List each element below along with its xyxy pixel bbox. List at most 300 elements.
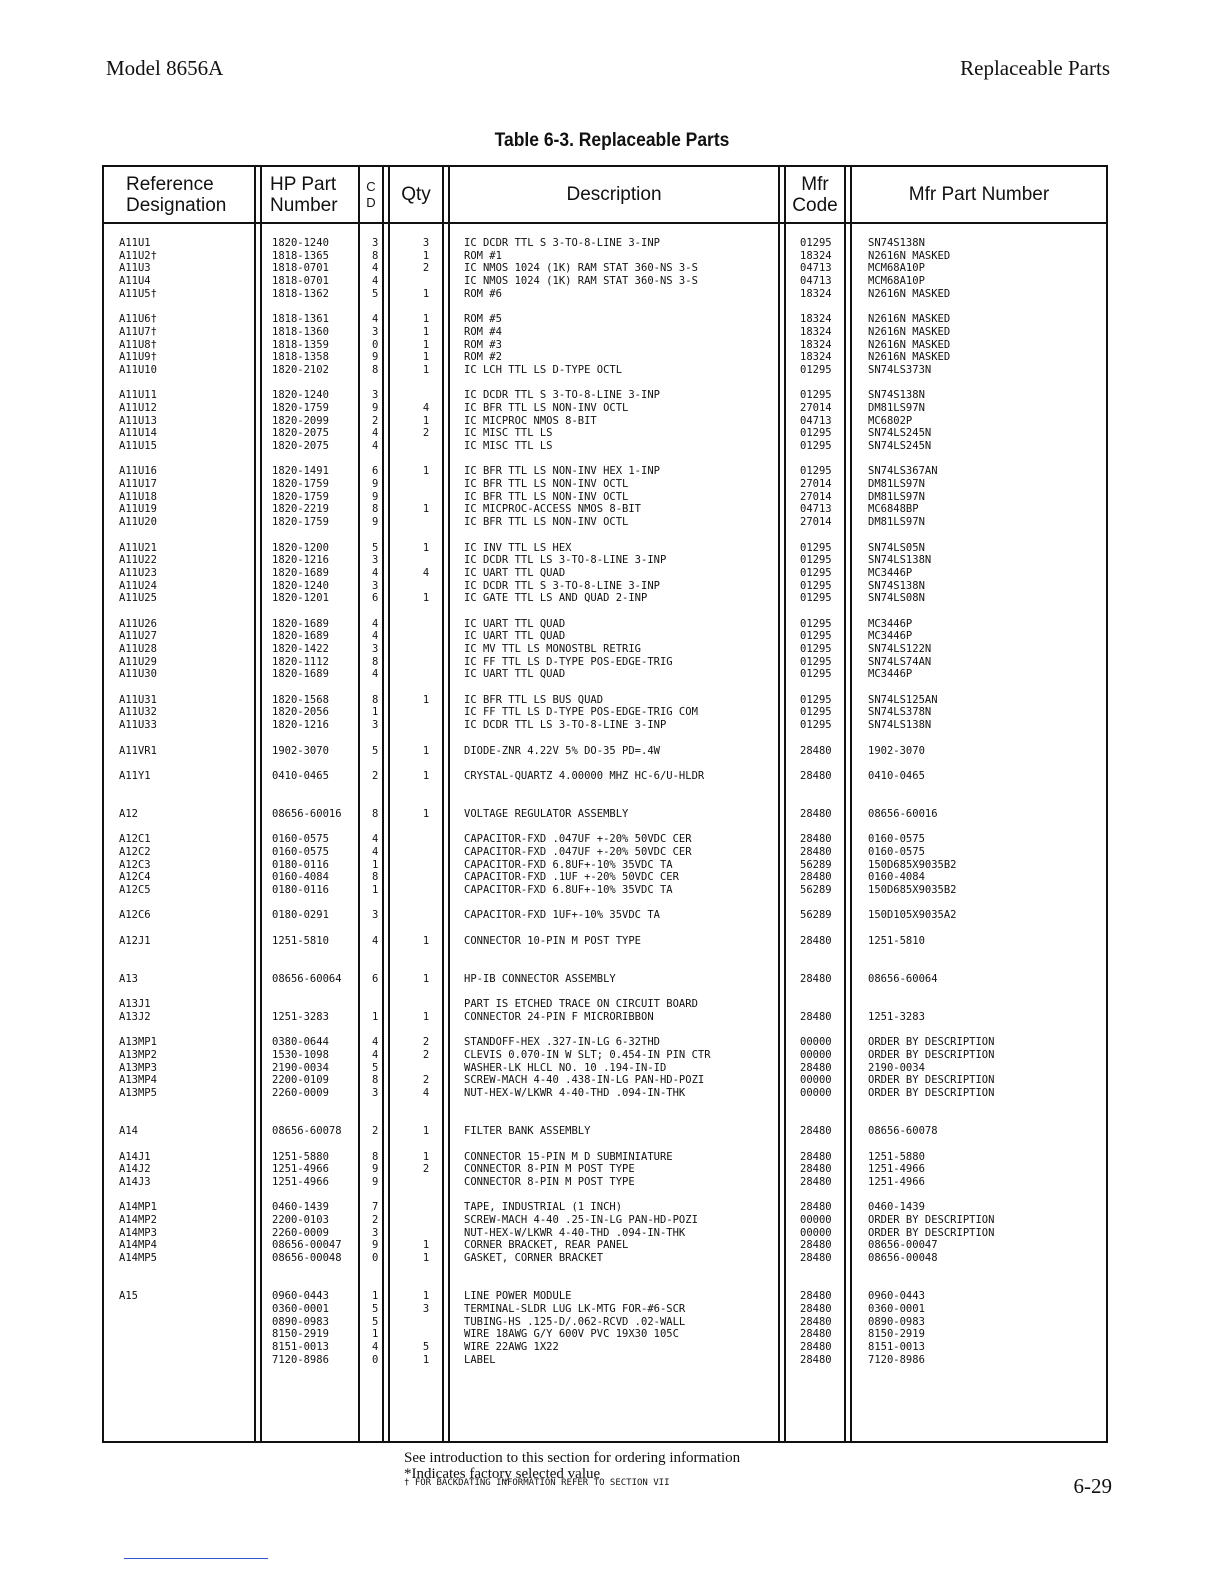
cell-mfr: 28480 xyxy=(800,744,832,757)
cell-cd: 8 xyxy=(372,1150,379,1163)
cell-desc: CLEVIS 0.070-IN W SLT; 0.454-IN PIN CTR xyxy=(464,1049,711,1062)
col-mfr-code xyxy=(786,167,844,222)
cell-mfr: 01295 xyxy=(800,668,832,681)
row-spacer xyxy=(102,605,1108,618)
cell-part: 1820-1422 xyxy=(272,643,329,655)
cell-part: 1820-1200 xyxy=(272,541,329,554)
cell-part: 2200-0109 xyxy=(272,1074,329,1087)
cell-mpn: MC6848BP xyxy=(868,503,919,516)
cell-part: 1818-1361 xyxy=(272,313,329,326)
cell-mpn: 0890-0983 xyxy=(868,1315,925,1328)
cell-cd: 1 xyxy=(372,1010,379,1023)
cell-mpn: 0160-0575 xyxy=(868,833,925,846)
cell-mpn: SN74LS74AN xyxy=(868,655,932,668)
cell-mfr: 28480 xyxy=(800,1201,832,1214)
cell-desc: IC UART TTL QUAD xyxy=(464,566,566,579)
table-row xyxy=(102,313,1108,326)
cell-qty: 1 xyxy=(422,592,430,605)
cell-desc: LABEL xyxy=(464,1353,496,1366)
table-row xyxy=(102,770,1108,783)
table-row xyxy=(102,935,1108,948)
cell-cd: 9 xyxy=(372,516,379,529)
cell-mfr: 01295 xyxy=(800,719,832,732)
table-row xyxy=(102,1354,1108,1367)
cell-ref: A11U26 xyxy=(119,617,157,630)
page-number: 6-29 xyxy=(1073,1474,1112,1498)
cell-mfr: 28480 xyxy=(800,807,832,820)
col-label: Number xyxy=(270,194,338,216)
cell-ref: A11U20 xyxy=(119,516,157,529)
cell-ref: A11U31 xyxy=(119,693,157,706)
table-row xyxy=(102,1201,1108,1214)
cell-cd: 1 xyxy=(372,1328,379,1341)
cell-ref: A12C1 xyxy=(119,833,151,846)
table-row xyxy=(102,351,1108,364)
cell-mpn: MC3446P xyxy=(868,668,913,681)
cell-mfr: 00000 xyxy=(800,1213,832,1226)
cell-ref: A14J3 xyxy=(119,1175,151,1188)
cell-part: 1251-5880 xyxy=(272,1150,329,1163)
table-row xyxy=(102,846,1108,859)
cell-cd: 9 xyxy=(372,478,379,491)
cell-mfr: 28480 xyxy=(800,846,832,859)
table-row xyxy=(102,516,1108,529)
cell-ref: A13J2 xyxy=(119,1010,151,1023)
cell-mfr: 28480 xyxy=(800,1125,832,1138)
cell-part: 1251-4966 xyxy=(272,1163,329,1176)
cell-desc: IC DCDR TTL S 3-TO-8-LINE 3-INP xyxy=(464,579,660,592)
cell-cd: 2 xyxy=(372,1125,379,1138)
cell-desc: IC DCDR TTL S 3-TO-8-LINE 3-INP xyxy=(464,237,660,249)
cell-mpn: 150D685X9035B2 xyxy=(868,858,957,871)
cell-desc: ROM #5 xyxy=(464,313,502,326)
cell-part: 1820-1240 xyxy=(272,389,329,402)
cell-mpn: N2616N MASKED xyxy=(868,351,951,364)
table-row xyxy=(102,389,1108,402)
cell-desc: PART IS ETCHED TRACE ON CIRCUIT BOARD xyxy=(464,998,698,1011)
cell-cd: 9 xyxy=(372,401,379,414)
cell-qty: 1 xyxy=(422,1290,430,1303)
cell-part: 1820-1216 xyxy=(272,554,329,567)
cell-desc: CONNECTOR 24-PIN F MICRORIBBON xyxy=(464,1010,654,1023)
table-row xyxy=(102,973,1108,986)
cell-ref: A11U10 xyxy=(119,363,157,376)
cell-desc: IC MISC TTL LS xyxy=(464,427,553,440)
cell-part: 0360-0001 xyxy=(272,1302,329,1315)
cell-ref: A14MP5 xyxy=(119,1252,157,1265)
table-row xyxy=(102,668,1108,681)
cell-desc: CONNECTOR 8-PIN M POST TYPE xyxy=(464,1175,635,1188)
cell-mfr: 01295 xyxy=(800,630,832,643)
cell-desc: IC LCH TTL LS D-TYPE OCTL xyxy=(464,363,623,376)
cell-cd: 1 xyxy=(372,1290,379,1303)
cell-cd: 8 xyxy=(372,503,379,516)
cell-mfr: 27014 xyxy=(800,516,832,529)
cell-part: 08656-60064 xyxy=(272,972,342,985)
cell-qty: 1 xyxy=(422,972,430,985)
cell-mfr: 28480 xyxy=(800,833,832,846)
cell-ref: A11U8† xyxy=(119,338,157,351)
cell-mpn: 150D685X9035B2 xyxy=(868,884,957,897)
row-spacer xyxy=(102,1024,1108,1037)
cell-cd: 4 xyxy=(372,630,379,643)
backdating-note: † FOR BACKDATING INFORMATION REFER TO SECTION VII xyxy=(404,1478,670,1488)
cell-mfr: 56289 xyxy=(800,884,832,897)
section-header: Replaceable Parts xyxy=(960,56,1110,80)
table-row xyxy=(102,326,1108,339)
cell-ref: A11U32 xyxy=(119,706,157,719)
cell-cd: 0 xyxy=(372,1353,379,1366)
cell-part: 1820-1568 xyxy=(272,693,329,706)
cell-mfr: 00000 xyxy=(800,1036,832,1049)
cell-part: 0180-0291 xyxy=(272,909,329,922)
cell-part: 1820-1240 xyxy=(272,579,329,592)
table-row xyxy=(102,1163,1108,1176)
col-label: Mfr Part Number xyxy=(908,184,1050,205)
cell-mfr: 01295 xyxy=(800,427,832,440)
cell-ref: A11U25 xyxy=(119,592,157,605)
cell-desc: NUT-HEX-W/LKWR 4-40-THD .094-IN-THK xyxy=(464,1087,686,1100)
table-row xyxy=(102,1227,1108,1240)
cell-cd: 6 xyxy=(372,592,379,605)
cell-desc: TAPE, INDUSTRIAL (1 INCH) xyxy=(464,1201,623,1214)
table-row xyxy=(102,250,1108,263)
cell-desc: ROM #3 xyxy=(464,338,502,351)
cell-mfr: 28480 xyxy=(800,1175,832,1188)
cell-part: 1818-1362 xyxy=(272,287,329,300)
cell-mpn: DM81LS97N xyxy=(868,401,925,414)
cell-desc: ROM #4 xyxy=(464,325,502,338)
cell-desc: IC INV TTL LS HEX xyxy=(464,541,572,554)
cell-desc: IC MV TTL LS MONOSTBL RETRIG xyxy=(464,643,642,655)
cell-part: 1820-1689 xyxy=(272,566,329,579)
cell-mfr: 01295 xyxy=(800,440,832,452)
cell-mpn: 1251-3283 xyxy=(868,1010,925,1023)
cell-part: 1820-2075 xyxy=(272,440,329,452)
table-title: Table 6-3. Replaceable Parts xyxy=(494,130,730,151)
cell-part: 2260-0009 xyxy=(272,1226,329,1239)
cell-part: 1820-1689 xyxy=(272,617,329,630)
cell-ref: A11U18 xyxy=(119,490,157,503)
cell-mfr: 01295 xyxy=(800,237,832,249)
table-row xyxy=(102,1125,1108,1138)
table-row xyxy=(102,1303,1108,1316)
row-spacer xyxy=(102,948,1108,973)
cell-part: 2190-0034 xyxy=(272,1061,329,1074)
cell-cd: 3 xyxy=(372,554,379,567)
cell-part: 1820-2075 xyxy=(272,427,329,440)
row-spacer xyxy=(102,821,1108,834)
cell-mpn: 0460-1439 xyxy=(868,1201,925,1214)
table-row xyxy=(102,745,1108,758)
cell-ref: A12C4 xyxy=(119,871,151,884)
cell-part: 1820-1216 xyxy=(272,719,329,732)
cell-desc: DIODE-ZNR 4.22V 5% DO-35 PD=.4W xyxy=(464,744,660,757)
cell-mpn: 8150-2919 xyxy=(868,1328,925,1341)
cell-desc: IC UART TTL QUAD xyxy=(464,617,566,630)
col-label: Designation xyxy=(126,194,227,216)
table-row xyxy=(102,1074,1108,1087)
cell-part: 08656-00047 xyxy=(272,1239,342,1252)
cell-part: 1820-1201 xyxy=(272,592,329,605)
table-row xyxy=(102,491,1108,504)
table-row xyxy=(102,427,1108,440)
cell-qty: 1 xyxy=(422,807,430,820)
cell-ref: A11U29 xyxy=(119,655,157,668)
cell-desc: SCREW-MACH 4-40 .438-IN-LG PAN-HD-POZI xyxy=(464,1074,705,1087)
cell-ref: A12C2 xyxy=(119,846,151,859)
cell-desc: WIRE 22AWG 1X22 xyxy=(464,1340,559,1353)
cell-ref: A13MP3 xyxy=(119,1061,157,1074)
cell-ref: A11U33 xyxy=(119,719,157,732)
cell-desc: IC FF TTL LS D-TYPE POS-EDGE-TRIG xyxy=(464,655,673,668)
row-spacer xyxy=(102,453,1108,466)
cell-desc: NUT-HEX-W/LKWR 4-40-THD .094-IN-THK xyxy=(464,1226,686,1239)
cell-cd: 5 xyxy=(372,287,379,300)
table-row xyxy=(102,833,1108,846)
table-row xyxy=(102,1328,1108,1341)
col-reference-designation xyxy=(126,167,226,222)
cell-part: 2200-0103 xyxy=(272,1213,329,1226)
cell-mfr: 01295 xyxy=(800,693,832,706)
cell-cd: 4 xyxy=(372,846,379,859)
cell-desc: IC BFR TTL LS NON-INV OCTL xyxy=(464,478,629,491)
cell-mfr: 01295 xyxy=(800,592,832,605)
cell-qty: 3 xyxy=(422,1302,430,1315)
col-label: Mfr xyxy=(801,173,829,195)
cell-mpn: 1251-4966 xyxy=(868,1163,925,1176)
cell-part: 0180-0116 xyxy=(272,884,329,897)
cell-cd: 0 xyxy=(372,1252,379,1265)
table-row xyxy=(102,1151,1108,1164)
cell-mfr: 27014 xyxy=(800,490,832,503)
table-row xyxy=(102,884,1108,897)
cell-mpn: 08656-60064 xyxy=(868,972,938,985)
table-row xyxy=(102,1062,1108,1075)
cell-desc: IC FF TTL LS D-TYPE POS-EDGE-TRIG COM xyxy=(464,706,698,719)
cell-desc: CRYSTAL-QUARTZ 4.00000 MHZ HC-6/U-HLDR xyxy=(464,769,705,782)
cell-desc: CAPACITOR-FXD .047UF +-20% 50VDC CER xyxy=(464,833,692,846)
cell-ref: A11U5† xyxy=(119,287,157,300)
cell-desc: IC NMOS 1024 (1K) RAM STAT 360-NS 3-S xyxy=(464,262,698,275)
cell-part: 08656-00048 xyxy=(272,1252,342,1265)
cell-qty: 2 xyxy=(422,1049,430,1062)
cell-qty: 4 xyxy=(422,566,430,579)
cell-mfr: 00000 xyxy=(800,1049,832,1062)
cell-mpn: 0960-0443 xyxy=(868,1290,925,1303)
cell-cd: 0 xyxy=(372,338,379,351)
col-label: Code xyxy=(792,194,838,216)
row-spacer xyxy=(102,1189,1108,1202)
row-spacer xyxy=(102,783,1108,808)
cell-qty: 1 xyxy=(422,1353,430,1366)
cell-mfr: 27014 xyxy=(800,478,832,491)
cell-qty: 1 xyxy=(422,1150,430,1163)
cell-qty: 2 xyxy=(422,427,430,440)
cell-cd: 1 xyxy=(372,858,379,871)
cell-mpn: N2616N MASKED xyxy=(868,249,951,262)
cell-cd: 4 xyxy=(372,275,379,288)
table-row xyxy=(102,808,1108,821)
cell-ref: A11U16 xyxy=(119,465,157,478)
cell-mfr: 28480 xyxy=(800,972,832,985)
table-row xyxy=(102,415,1108,428)
cell-mpn: SN74LS245N xyxy=(868,440,932,452)
cell-part: 1902-3070 xyxy=(272,744,329,757)
table-row xyxy=(102,1341,1108,1354)
cell-part: 1251-5810 xyxy=(272,934,329,947)
row-spacer xyxy=(102,897,1108,910)
cell-mfr: 27014 xyxy=(800,401,832,414)
cell-mpn: ORDER BY DESCRIPTION xyxy=(868,1087,995,1100)
cell-qty: 1 xyxy=(422,1239,430,1252)
cell-cd: 9 xyxy=(372,490,379,503)
cell-ref: A11U30 xyxy=(119,668,157,681)
cell-part: 0180-0116 xyxy=(272,858,329,871)
cell-desc: ROM #2 xyxy=(464,351,502,364)
table-row xyxy=(102,1176,1108,1189)
cell-desc: FILTER BANK ASSEMBLY xyxy=(464,1125,591,1138)
cell-mpn: 08656-60016 xyxy=(868,807,938,820)
cell-mpn: SN74LS245N xyxy=(868,427,932,440)
cell-ref: A14MP4 xyxy=(119,1239,157,1252)
cell-ref: A11U11 xyxy=(119,389,157,402)
cell-ref: A14MP2 xyxy=(119,1213,157,1226)
cell-mpn: N2616N MASKED xyxy=(868,287,951,300)
cell-ref: A11U19 xyxy=(119,503,157,516)
cell-qty: 1 xyxy=(422,325,430,338)
cell-mfr: 56289 xyxy=(800,858,832,871)
row-spacer xyxy=(102,732,1108,745)
cell-part: 1818-1358 xyxy=(272,351,329,364)
cell-part: 1818-1365 xyxy=(272,249,329,262)
cell-cd: 2 xyxy=(372,769,379,782)
cell-mpn: 2190-0034 xyxy=(868,1061,925,1074)
cell-qty: 1 xyxy=(422,249,430,262)
cell-mpn: MCM68A10P xyxy=(868,262,925,275)
cell-cd: 4 xyxy=(372,566,379,579)
cell-mfr: 18324 xyxy=(800,249,832,262)
cell-part: 1820-1240 xyxy=(272,237,329,249)
cell-desc: IC BFR TTL LS NON-INV HEX 1-INP xyxy=(464,465,660,478)
cell-desc: IC GATE TTL LS AND QUAD 2-INP xyxy=(464,592,648,605)
cell-qty: 5 xyxy=(422,1340,430,1353)
cell-qty: 1 xyxy=(422,1010,430,1023)
cell-part: 0160-0575 xyxy=(272,846,329,859)
table-row xyxy=(102,909,1108,922)
cell-desc: CORNER BRACKET, REAR PANEL xyxy=(464,1239,629,1252)
col-label: Reference xyxy=(126,173,214,195)
cell-mpn: ORDER BY DESCRIPTION xyxy=(868,1074,995,1087)
cell-cd: 4 xyxy=(372,427,379,440)
cell-desc: IC MISC TTL LS xyxy=(464,440,553,452)
cell-part: 1818-0701 xyxy=(272,262,329,275)
cell-part: 0380-0644 xyxy=(272,1036,329,1049)
cell-mfr: 01295 xyxy=(800,706,832,719)
table-row xyxy=(102,440,1108,453)
cell-mpn: ORDER BY DESCRIPTION xyxy=(868,1036,995,1049)
cell-part: 1820-1759 xyxy=(272,478,329,491)
cell-cd: 5 xyxy=(372,1302,379,1315)
cell-desc: CAPACITOR-FXD .1UF +-20% 50VDC CER xyxy=(464,871,679,884)
cell-mpn: SN74LS08N xyxy=(868,592,925,605)
cell-mfr: 28480 xyxy=(800,1150,832,1163)
cell-ref: A13MP5 xyxy=(119,1087,157,1100)
cell-mpn: 150D105X9035A2 xyxy=(868,909,957,922)
table-row xyxy=(102,1036,1108,1049)
table-row xyxy=(102,998,1108,1011)
cell-cd: 2 xyxy=(372,414,379,427)
cell-qty: 2 xyxy=(422,262,430,275)
cell-mfr: 28480 xyxy=(800,1315,832,1328)
cell-ref: A11U6† xyxy=(119,313,157,326)
cell-mfr: 04713 xyxy=(800,262,832,275)
cell-mpn: ORDER BY DESCRIPTION xyxy=(868,1213,995,1226)
cell-desc: CAPACITOR-FXD 1UF+-10% 35VDC TA xyxy=(464,909,660,922)
cell-part: 0160-4084 xyxy=(272,871,329,884)
cell-ref: A12C6 xyxy=(119,909,151,922)
cell-desc: CAPACITOR-FXD .047UF +-20% 50VDC CER xyxy=(464,846,692,859)
cell-mpn: 0410-0465 xyxy=(868,769,925,782)
cell-mfr: 18324 xyxy=(800,325,832,338)
table-row xyxy=(102,288,1108,301)
cell-qty: 1 xyxy=(422,465,430,478)
table-row xyxy=(102,1214,1108,1227)
cell-desc: IC BFR TTL LS NON-INV OCTL xyxy=(464,401,629,414)
cell-cd: 3 xyxy=(372,389,379,402)
cell-mpn: 1902-3070 xyxy=(868,744,925,757)
cell-qty: 1 xyxy=(422,1252,430,1265)
cell-mfr: 04713 xyxy=(800,275,832,288)
cell-part: 0160-0575 xyxy=(272,833,329,846)
cell-desc: IC DCDR TTL LS 3-TO-8-LINE 3-INP xyxy=(464,554,667,567)
cell-ref: A12C5 xyxy=(119,884,151,897)
cell-desc: CONNECTOR 15-PIN M D SUBMINIATURE xyxy=(464,1150,673,1163)
cell-ref: A11U7† xyxy=(119,325,157,338)
table-row xyxy=(102,364,1108,377)
cell-mpn: MC3446P xyxy=(868,630,913,643)
table-row xyxy=(102,478,1108,491)
cell-mfr: 00000 xyxy=(800,1226,832,1239)
col-label: Qty xyxy=(401,184,431,205)
cell-cd: 3 xyxy=(372,1087,379,1100)
cell-part: 1820-2099 xyxy=(272,414,329,427)
table-row xyxy=(102,871,1108,884)
cell-desc: IC BFR TTL LS NON-INV OCTL xyxy=(464,516,629,529)
col-hp-part-number xyxy=(270,167,338,222)
table-row xyxy=(102,706,1108,719)
model-header: Model 8656A xyxy=(106,56,224,80)
cell-ref: A11U14 xyxy=(119,427,157,440)
cell-part: 1530-1098 xyxy=(272,1049,329,1062)
cell-qty: 4 xyxy=(422,401,430,414)
cell-desc: TERMINAL-SLDR LUG LK-MTG FOR-#6-SCR xyxy=(464,1302,686,1315)
cell-qty: 1 xyxy=(422,414,430,427)
cell-ref: A11U15 xyxy=(119,440,157,452)
header-rule xyxy=(102,222,1108,224)
cell-part: 1820-1759 xyxy=(272,516,329,529)
cell-qty: 1 xyxy=(422,287,430,300)
row-spacer xyxy=(102,300,1108,313)
cell-mfr: 28480 xyxy=(800,1340,832,1353)
cell-ref: A11U13 xyxy=(119,414,157,427)
cell-ref: A11U17 xyxy=(119,478,157,491)
cell-part: 8150-2919 xyxy=(272,1328,329,1341)
cell-ref: A13MP4 xyxy=(119,1074,157,1087)
cell-ref: A14J1 xyxy=(119,1150,151,1163)
cell-ref: A11U28 xyxy=(119,643,157,655)
cell-mpn: N2616N MASKED xyxy=(868,338,951,351)
